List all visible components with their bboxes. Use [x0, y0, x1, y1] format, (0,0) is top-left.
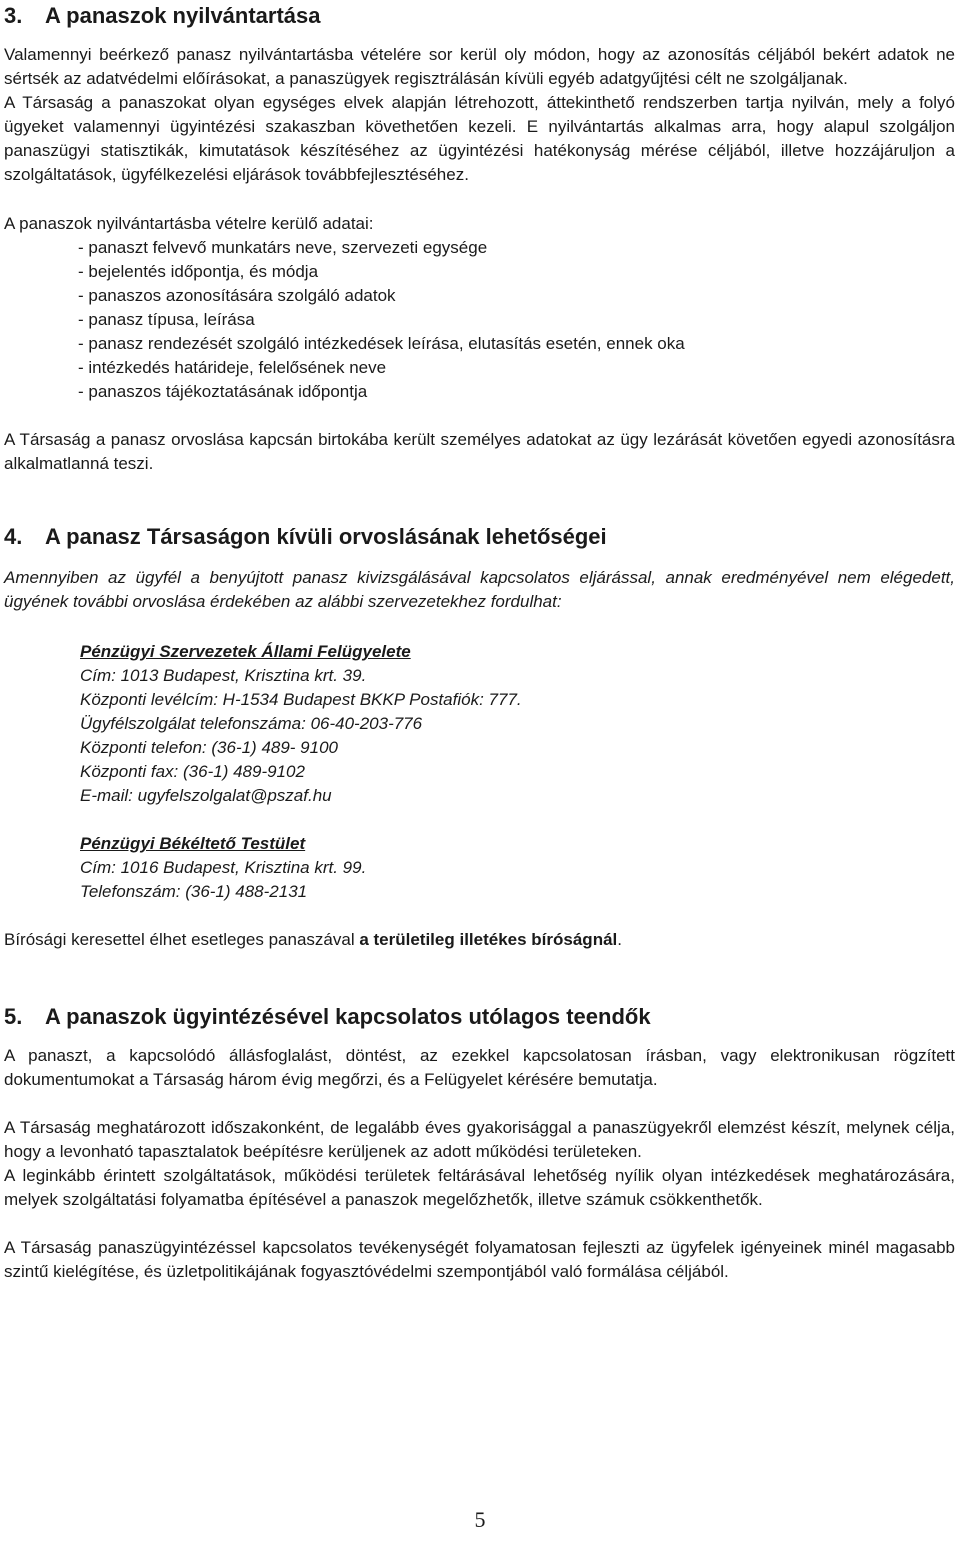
section-4-number: 4. [4, 524, 23, 549]
list-item: - panasz rendezését szolgáló intézkedések leírása, elutasítás esetén, ennek oka [78, 334, 685, 353]
section-5-paragraph-3: A leginkább érintett szolgáltatások, működési területek feltárásával lehetőség nyílik olyan intézkedések meghatározására, melyek szolgáltatási folyamatba építésével a panaszok megelőzhetők, illetve számuk csökkenthetők. [4, 1166, 955, 1209]
list-item: - bejelentés időpontja, és módja [78, 262, 319, 281]
section-5-heading [4, 1004, 955, 1030]
section-3-title: A panaszok nyilvántartása [45, 3, 321, 28]
section-5-title: A panaszok ügyintézésével kapcsolatos utólagos teendők [45, 1004, 651, 1029]
pbt-address: Cím: 1016 Budapest, Krisztina krt. 99. [80, 858, 367, 877]
pszaf-address: Cím: 1013 Budapest, Krisztina krt. 39. [80, 666, 367, 685]
list-item: - panasz típusa, leírása [78, 310, 255, 329]
org-name-pbt: Pénzügyi Békéltető Testület [80, 834, 306, 853]
section-3-data-list [4, 236, 955, 404]
section-3-paragraph-2: A Társaság a panaszokat olyan egységes elvek alapján létrehozott, áttekinthető rendszerben tartja nyilván, mely a folyó ügyeket valamennyi ügyintézési szakaszban követhetően kezeli. E nyilvántartás alkalmas arra, hogy alapul szolgáljon panaszügyi statisztikák, kimutatások készítéséhez az ügyintézési hatékonyság mérése céljából, illetve hozzájáruljon a szolgáltatások, ügyfélkezelési eljárások továbbfejlesztéséhez. [4, 93, 955, 184]
section-5-paragraph-4: A Társaság panaszügyintézéssel kapcsolatos tevékenységét folyamatosan fejleszti az ügyfelek igényeinek minél magasabb szintű kielégítése, és üzletpolitikájának fogyasztóvédelmi szempontjából való formálása céljából. [4, 1238, 955, 1281]
section-3-list-intro: A panaszok nyilvántartásba vételre kerülő adatai: [4, 214, 374, 233]
list-item: - panaszt felvevő munkatárs neve, szervezeti egysége [78, 238, 488, 257]
list-item: - panaszos tájékoztatásának időpontja [78, 382, 368, 401]
section-5-paragraph-2: A Társaság meghatározott időszakonként, de legalább éves gyakorisággal a panaszügyekről elemzést készít, melynek célja, hogy a levonható tapasztalatok beépítésre kerüljenek az adott működési területeken. [4, 1118, 955, 1161]
pszaf-central-phone: Központi telefon: (36-1) 489- 9100 [80, 738, 339, 757]
pszaf-email: E-mail: ugyfelszolgalat@pszaf.hu [80, 786, 332, 805]
pszaf-postal-address: Központi levélcím: H-1534 Budapest BKKP Postafiók: 777. [80, 690, 522, 709]
contact-pszaf [4, 640, 955, 808]
court-note-bold: a területileg illetékes bíróságnál [359, 930, 618, 949]
list-item: - intézkedés határideje, felelősének neve [78, 358, 387, 377]
pszaf-fax: Központi fax: (36-1) 489-9102 [80, 762, 305, 781]
section-4-intro: Amennyiben az ügyfél a benyújtott panasz kivizsgálásával kapcsolatos eljárással, annak eredményével nem elégedett, ügyének további orvoslása érdekében az alábbi szervezetekhez fordulhat: [4, 568, 955, 611]
section-3-paragraph-3: A Társaság a panasz orvoslása kapcsán birtokába került személyes adatokat az ügy lezárását követően egyedi azonosításra alkalmatlanná teszi. [4, 430, 955, 473]
pbt-phone: Telefonszám: (36-1) 488-2131 [80, 882, 308, 901]
court-note-text: Bírósági keresettel élhet esetleges panaszával [4, 930, 360, 949]
section-3-paragraph-1: Valamennyi beérkező panasz nyilvántartásba vételére sor kerül oly módon, hogy az azonosítás céljából bekért adatok ne sértsék az adatvédelmi előírásokat, a panaszügyek regisztrálásán kívüli egyéb adatgyűjtési célt ne szolgáljanak. [4, 45, 955, 88]
contact-pbt [4, 832, 955, 904]
section-4-title: A panasz Társaságon kívüli orvoslásának lehetőségei [45, 524, 607, 549]
pszaf-helpdesk-phone: Ügyfélszolgálat telefonszáma: 06-40-203-776 [80, 714, 423, 733]
section-5-paragraph-1: A panaszt, a kapcsolódó állásfoglalást, döntést, az ezekkel kapcsolatosan írásban, vagy elektronikusan rögzített dokumentumokat a Társaság három évig megőrzi, és a Felügyelet kérésére bemutatja. [4, 1046, 955, 1089]
org-name-pszaf: Pénzügyi Szervezetek Állami Felügyelete [80, 642, 411, 661]
section-3-number: 3. [4, 3, 23, 28]
list-item: - panaszos azonosítására szolgáló adatok [78, 286, 396, 305]
page-number: 5 [474, 1507, 486, 1532]
section-4-heading [4, 524, 955, 550]
court-note-end: . [617, 930, 622, 949]
section-5-number: 5. [4, 1004, 23, 1029]
court-note [4, 928, 955, 952]
section-3-heading [4, 3, 955, 29]
